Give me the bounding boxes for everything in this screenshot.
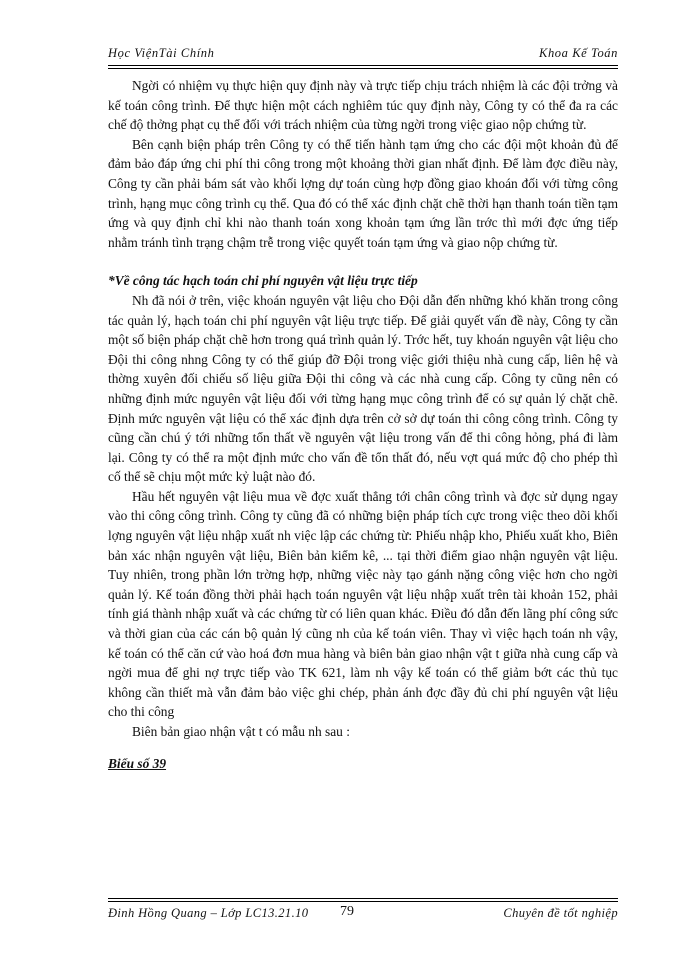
page-content <box>108 76 618 773</box>
footer-rule-double <box>108 901 618 902</box>
paragraph: Bên cạnh biện pháp trên Công ty có thể tiến hành tạm ứng cho các đội một khoản đủ để đảm bảo đáp ứng chi phí thi công trong một khoảng thời gian nhất định. Để làm đợc điều này, Công ty cần phải bám sát vào khối lợng dự toán cùng hợp đồng giao khoán đối với từng công trình, hạng mục công trình cụ thể. Qua đó có thể xác định chặt chẽ thời hạn thanh toán tiền tạm ứng và quy định chỉ khi nào thanh toán xong khoản tạm ứng lần trớc thì mới đợc ứng tiếp nhằm tránh tình trạng chậm trễ trong việc quyết toán tạm ứng và giao nộp chứng từ. <box>108 136 618 250</box>
form-caption: Biên bản giao nhận vật t có mẫu nh sau : <box>132 724 350 739</box>
paragraph: Ngời có nhiệm vụ thực hiện quy định này và trực tiếp chịu trách nhiệm là các đội trởng và kế toán công trình. Để thực hiện một cách nghiêm túc quy định này, Công ty có thể đa ra các chế độ thởng phạt cụ thể đối với trách nhiệm của từng ngời trong việc giao nộp chứng từ. <box>108 78 618 133</box>
header-rule-double <box>108 68 618 69</box>
page-footer <box>108 898 618 924</box>
footer-rule <box>108 898 618 899</box>
paragraph: Hầu hết nguyên vật liệu mua về đợc xuất thẳng tới chân công trình và đợc sử dụng ngay vào thi công công trình. Công ty cũng đã có những biện pháp tích cực trong việc theo dõi khối lợng nguyên vật liệu nhập xuất nh việc lập các chứng từ: Phiếu nhập kho, Phiếu xuất kho, Biên bản xác nhận nguyên vật liệu, Biên bản kiểm kê, ... tại thời điểm giao nhận nguyên vật liệu. Tuy nhiên, trong phần lớn trờng hợp, những việc này tạo gánh nặng công việc hơn cho ngời quản lý. Kế toán đồng thời phải hạch toán nguyên vật liệu nhập xuất trên tài khoản 152, phải tính giá thành nhập xuất và các chứng từ có liên quan khác. Điều đó dẫn đến lãng phí công sức và thời gian của các cán bộ quản lý cũng nh của kế toán viên. Thay vì việc hạch toán nh vậy, kế toán có thể căn cứ vào hoá đơn mua hàng và biên bản giao nhận vật t giữa nhà cung cấp và ngời mua để ghi nợ trực tiếp vào TK 621, làm nh vậy kế toán có thể giảm bớt các thủ tục không cần thiết mà vẫn đảm bảo việc ghi chép, phản ánh đợc đầy đủ chi phí nguyên vật liệu cho thi công <box>108 488 618 720</box>
header-rule <box>108 65 618 66</box>
form-label: Biểu số 39 <box>108 755 167 771</box>
header-faculty: Khoa Kế Toán <box>539 46 618 60</box>
page-header <box>108 44 618 66</box>
header-institution: Học ViệnTài Chính <box>108 46 215 60</box>
paragraph: Nh đã nói ở trên, việc khoán nguyên vật liệu cho Đội dẫn đến những khó khăn trong công tác quản lý, hạch toán chi phí nguyên vật liệu trực tiếp. Để giải quyết vấn đề này, Công ty cần một số biện pháp chặt chẽ hơn trong quá trình quản lý. Trớc hết, tuy khoán nguyên vật liệu cho Đội thi công nhng Công ty có thể giúp đỡ Đội trong việc giới thiệu nhà cung cấp, liên hệ và thờng xuyên đối chiếu số liệu giữa Đội thi công và các nhà cung cấp. Công ty cũng nên có những định mức nguyên vật liệu đối với từng hạng mục công trình để có sự quản lý chặt chẽ. Định mức nguyên vật liệu có thể xác định dựa trên cở sở dự toán thi công công trình. Công ty cũng cần chú ý tới những tổn thất về nguyên vật liệu trong vấn để thi công hỏng, phá đi làm lại. Công ty có thể ra một định mức cho vấn đề tổn thất đó, nếu vợt quá mức độ cho phép thì cố thể sẽ chịu một mức kỷ luật nào đó. <box>108 292 618 485</box>
footer-title: Chuyên đề tốt nghiệp <box>503 906 618 920</box>
section-heading: *Về công tác hạch toán chi phí nguyên vật liệu trực tiếp <box>108 273 418 289</box>
footer-author: Đinh Hồng Quang – Lớp LC13.21.10 <box>108 906 309 920</box>
page-number: 79 <box>340 904 354 919</box>
